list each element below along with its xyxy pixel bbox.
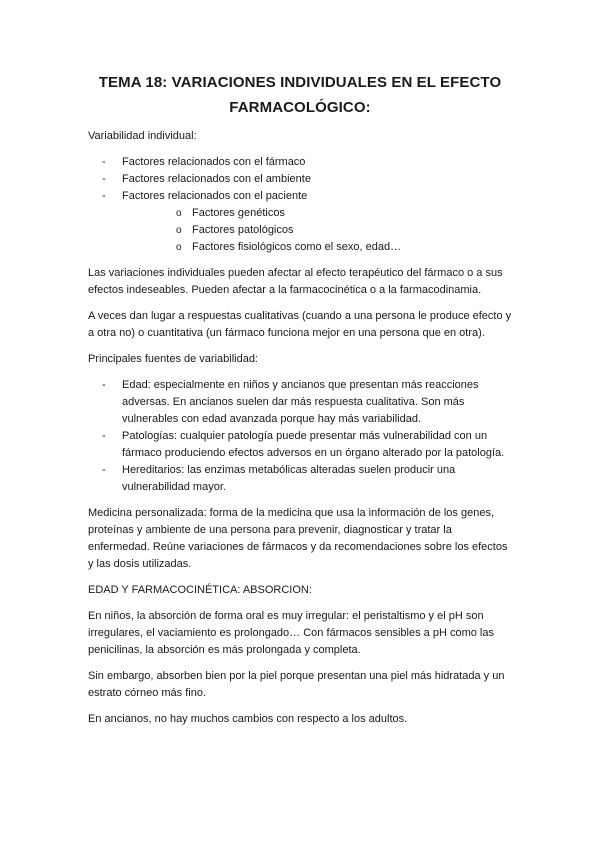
variability-heading: Variabilidad individual: [88,130,197,142]
paragraph-variations: Las variaciones individuales pueden afectar al efecto terapéutico del fármaco o a sus efectos indeseables. Pueden afectar a la farmacocinética o a la farmacodinamia. [88,267,503,296]
paragraph-elderly: En ancianos, no hay muchos cambios con respecto a los adultos. [88,713,408,725]
list-item: - Hereditarios: las enzimas metabólicas alteradas suelen producir una vulnerabilidad mayor. [88,462,512,496]
list-item: - Edad: especialmente en niños y ancianos que presentan más reacciones adversas. En ancianos suelen dar más respuesta cualitativa. Son más vulnerables con edad avanzada porque hay más variabilidad. [88,377,512,428]
list-item-patient [88,188,512,256]
sub-list-item: o Factores patológicos [122,222,512,239]
page-title [88,70,512,120]
paragraph-children: En niños, la absorción de forma oral es muy irregular: el peristaltismo y el pH son irregulares, el vaciamiento es prolongado… Con fármacos sensibles a pH como las penicilinas, la absorción es más prolongada y completa. [88,610,494,656]
sources-heading: Principales fuentes de variabilidad: [88,353,258,365]
paragraph-personalized-medicine: Medicina personalizada: forma de la medicina que usa la información de los genes, proteínas y ambiente de una persona para prevenir, diagnosticar y tratar la enfermedad. Reúne variaciones de fármacos y da recomendaciones sobre los efectos y las dosis utilizadas. [88,507,508,570]
list-item: - Factores relacionados con el ambiente [88,171,512,188]
title-line-1: TEMA 18: VARIACIONES INDIVIDUALES EN EL EFECTO [98,74,502,91]
sub-list-item: o Factores fisiológicos como el sexo, edad… [122,239,512,256]
list-item: - Factores relacionados con el fármaco [88,154,512,171]
section-heading: EDAD Y FARMACOCINÉTICA: ABSORCION: [88,584,312,596]
sub-list-item: o Factores genéticos [122,205,512,222]
list-item: - Patologías: cualquier patología puede presentar más vulnerabilidad con un fármaco produciendo efectos adversos en un órgano alterado por la patología. [88,428,512,462]
list-item-label: Factores relacionados con el paciente [122,190,308,202]
paragraph-responses: A veces dan lugar a respuestas cualitativas (cuando a una persona le produce efecto y a otra no) o cuantitativa (un fármaco funciona mejor en una persona que en otra). [88,310,512,339]
factors-list [88,154,512,256]
sources-list [88,377,512,496]
patient-factors-list [122,205,512,256]
title-line-2: FARMACOLÓGICO: [229,99,371,116]
paragraph-skin: Sin embargo, absorben bien por la piel porque presentan una piel más hidratada y un estrato córneo más fino. [88,670,505,699]
